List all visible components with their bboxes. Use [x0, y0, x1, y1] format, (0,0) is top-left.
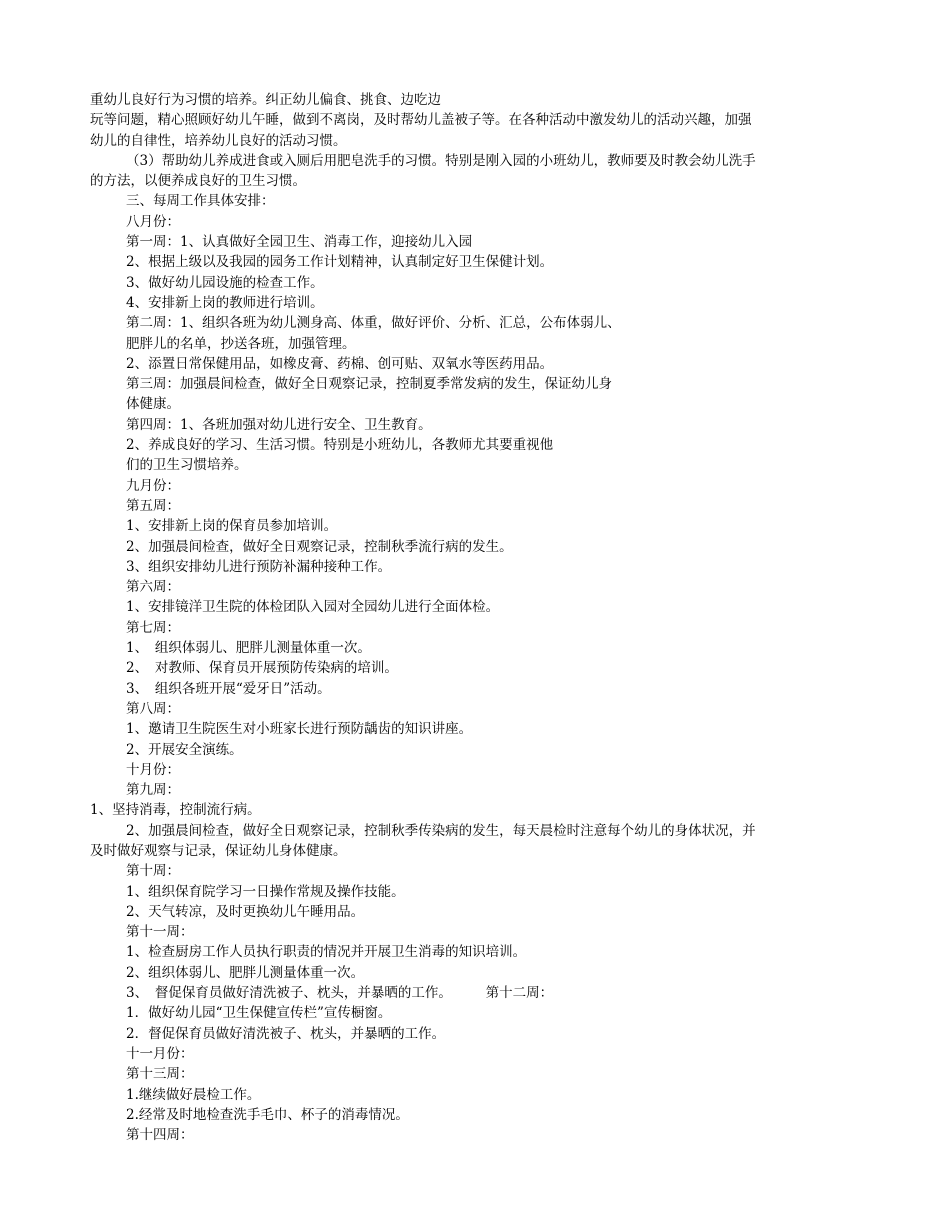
list-item: 3、做好幼儿园设施的检查工作。	[126, 274, 324, 291]
list-item: 体健康。	[126, 396, 180, 413]
paragraph-line: 的方法，以便养成良好的卫生习惯。	[90, 173, 306, 190]
paragraph-line: 幼儿的自律性，培养幼儿良好的活动习惯。	[90, 132, 347, 149]
paragraph-line: 玩等问题，精心照顾好幼儿午睡，做到不离岗，及时帮幼儿盖被子等。在各种活动中激发幼儿的活动兴趣，加强	[90, 112, 752, 129]
list-item: 及时做好观察与记录，保证幼儿身体健康。	[90, 842, 347, 859]
list-item: 1.继续做好晨检工作。	[126, 1086, 261, 1103]
week-heading: 第六周：	[126, 579, 180, 596]
list-item: 2、 对教师、保育员开展预防传染病的培训。	[126, 660, 398, 677]
list-item: 2、养成良好的学习、生活习惯。特别是小班幼儿，各教师尤其要重视他	[126, 437, 554, 454]
list-item: 2、天气转凉，及时更换幼儿午睡用品。	[126, 903, 365, 920]
list-item: 2、加强晨间检查，做好全日观察记录，控制秋季传染病的发生，每天晨检时注意每个幼儿的身体状况，并	[126, 822, 756, 839]
list-item: 1、组织保育院学习一日操作常规及操作技能。	[126, 883, 405, 900]
month-heading: 十一月份：	[126, 1045, 194, 1062]
list-item: 1、安排镜洋卫生院的体检团队入园对全园幼儿进行全面体检。	[126, 599, 500, 616]
list-item: 肥胖儿的名单，抄送各班，加强管理。	[126, 335, 356, 352]
list-item: 2．督促保育员做好清洗被子、枕头，并暴晒的工作。	[126, 1025, 446, 1042]
list-item: 2、开展安全演练。	[126, 741, 243, 758]
week-heading: 第八周：	[126, 700, 180, 717]
paragraph-line: （3）帮助幼儿养成进食或入厕后用肥皂洗手的习惯。特别是刚入园的小班幼儿，教师要及时教会幼儿洗手	[126, 152, 756, 169]
list-item: 3、 组织各班开展“爱牙日”活动。	[126, 680, 331, 697]
list-item: 4、安排新上岗的教师进行培训。	[126, 294, 324, 311]
week-heading: 第十四周：	[126, 1127, 194, 1144]
month-heading: 九月份：	[126, 477, 180, 494]
list-item: 1、检查厨房工作人员执行职责的情况并开展卫生消毒的知识培训。	[126, 944, 527, 961]
list-item: 2、添置日常保健用品，如橡皮膏、药棉、创可贴、双氧水等医药用品。	[126, 355, 554, 372]
paragraph-line: 重幼儿良好行为习惯的培养。纠正幼儿偏食、挑食、边吃边	[90, 92, 441, 108]
list-item: 第三周：加强晨间检查，做好全日观察记录，控制夏季常发病的发生，保证幼儿身	[126, 376, 612, 393]
week-heading: 第九周：	[126, 782, 180, 799]
list-item: 1、坚持消毒，控制流行病。	[90, 802, 261, 819]
document-page	[90, 90, 850, 1145]
list-item: 们的卫生习惯培养。	[126, 457, 248, 474]
week-heading: 第十周：	[126, 863, 180, 880]
week-heading: 第七周：	[126, 619, 180, 636]
list-item: 第一周：1、认真做好全园卫生、消毒工作，迎接幼儿入园	[126, 234, 473, 251]
list-item: 3、 督促保育员做好清洗被子、枕头，并暴晒的工作。 第十二周：	[126, 985, 554, 1002]
week-heading: 第十一周：	[126, 924, 194, 941]
list-item: 3、组织安排幼儿进行预防补漏种接种工作。	[126, 558, 392, 575]
list-item: 第二周：1、组织各班为幼儿测身高、体重，做好评价、分析、汇总，公布体弱儿、	[126, 315, 621, 332]
list-item: 第四周：1、各班加强对幼儿进行安全、卫生教育。	[126, 416, 432, 433]
list-item: 2、根据上级以及我园的园务工作计划精神，认真制定好卫生保健计划。	[126, 254, 554, 271]
list-item: 2.经常及时地检查洗手毛巾、杯子的消毒情况。	[126, 1106, 409, 1123]
week-heading: 第五周：	[126, 497, 180, 514]
list-item: 1．做好幼儿园“卫生保健宣传栏”宣传橱窗。	[126, 1005, 392, 1022]
section-heading: 三、每周工作具体安排：	[126, 193, 275, 210]
list-item: 1、 组织体弱儿、肥胖儿测量体重一次。	[126, 640, 371, 657]
list-item: 1、邀请卫生院医生对小班家长进行预防龋齿的知识讲座。	[126, 721, 473, 738]
list-item: 2、组织体弱儿、肥胖儿测量体重一次。	[126, 964, 365, 981]
list-item: 2、加强晨间检查，做好全日观察记录，控制秋季流行病的发生。	[126, 538, 513, 555]
list-item: 1、安排新上岗的保育员参加培训。	[126, 518, 338, 535]
month-heading: 八月份：	[126, 213, 180, 230]
month-heading: 十月份：	[126, 761, 180, 778]
week-heading: 第十三周：	[126, 1066, 194, 1083]
